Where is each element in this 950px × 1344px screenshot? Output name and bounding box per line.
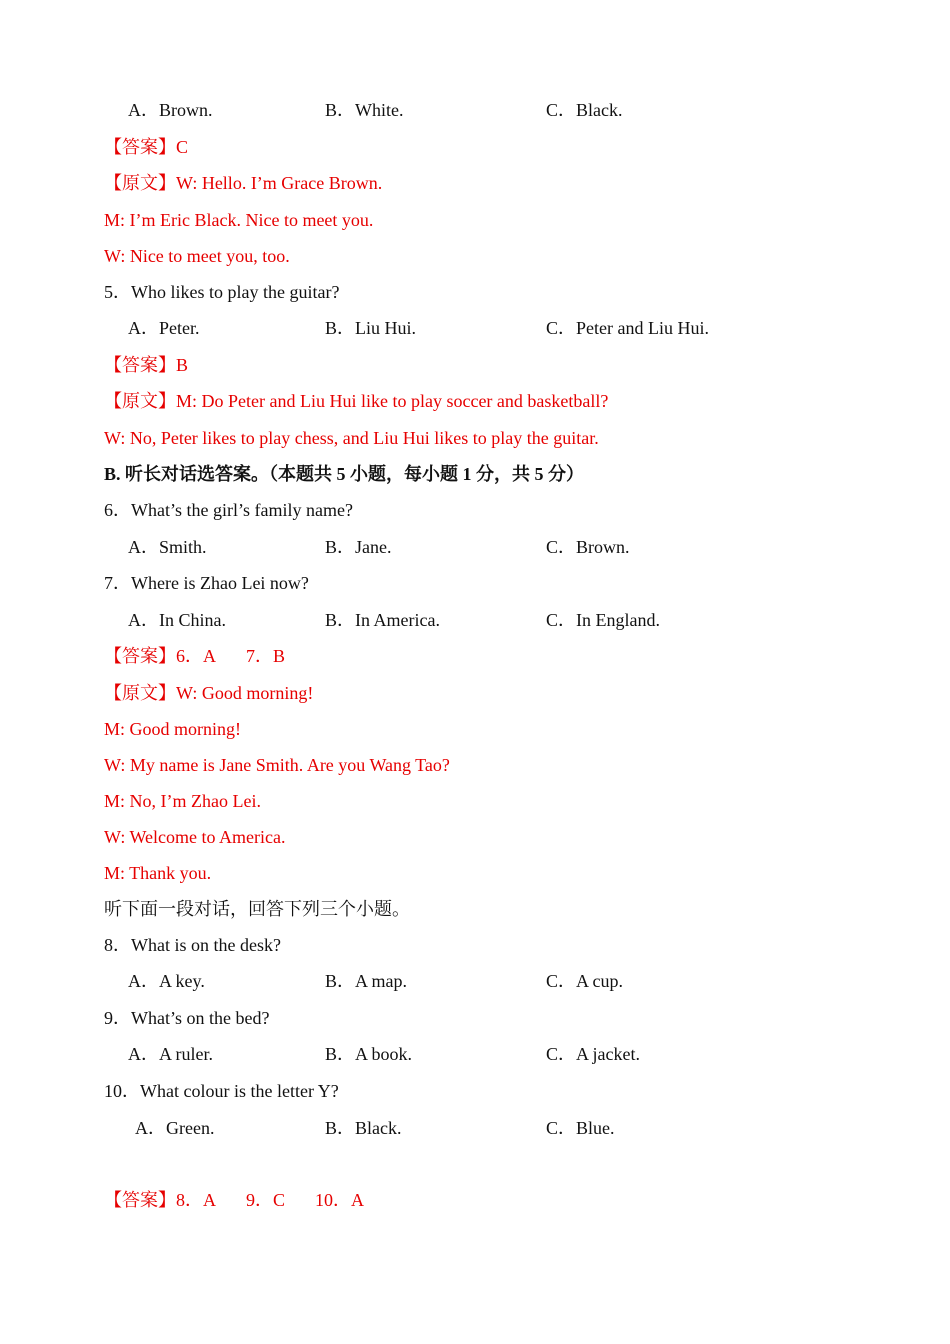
answer-value: 9．C [246, 1190, 286, 1210]
q6-option-b: B．Jane. [325, 537, 392, 557]
answer-tag: 【答案】 [104, 1190, 176, 1210]
q4-answer [104, 136, 188, 158]
q5-answer [104, 354, 188, 376]
q9-question: 9．What’s on the bed? [104, 1008, 270, 1028]
transcript-tag: 【原文】 [104, 391, 176, 411]
q8-option-b: B．A map. [325, 971, 408, 991]
q8-question: 8．What is on the desk? [104, 935, 281, 955]
q10-option-b: B．Black. [325, 1118, 402, 1138]
q10-option-c: C．Blue. [546, 1118, 615, 1138]
q6-7-transcript-line: W: Welcome to America. [104, 827, 286, 847]
answer-value: C [176, 137, 189, 157]
q6-7-transcript-line: M: Good morning! [104, 719, 241, 739]
q10-question: 10．What colour is the letter Y? [104, 1081, 339, 1101]
q8-10-answer [104, 1189, 364, 1211]
q6-7-transcript-line: M: No, I’m Zhao Lei. [104, 791, 261, 811]
answer-value: 10．A [315, 1190, 365, 1210]
q4-transcript-line [104, 172, 382, 194]
section-b-title: B. 听长对话选答案。（本题共 5 小题，每小题 1 分，共 5 分） [104, 464, 585, 484]
q5-question: 5．Who likes to play the guitar? [104, 282, 340, 302]
q4-transcript-line: M: I’m Eric Black. Nice to meet you. [104, 210, 374, 230]
transcript-tag: 【原文】 [104, 683, 176, 703]
q8-option-a: A．A key. [128, 971, 205, 991]
answer-value: B [176, 355, 189, 375]
q8-option-c: C．A cup. [546, 971, 624, 991]
answer-tag: 【答案】 [104, 355, 176, 375]
answer-value: 7．B [246, 646, 286, 666]
transcript-text: W: Hello. I’m Grace Brown. [176, 173, 383, 193]
q5-option-a: A．Peter. [128, 318, 200, 338]
q10-option-a: A．Green. [135, 1118, 215, 1138]
answer-value: 6．A [176, 646, 216, 666]
q4-transcript-line: W: Nice to meet you, too. [104, 246, 290, 266]
q6-7-transcript-line: M: Thank you. [104, 863, 212, 883]
q6-question: 6．What’s the girl’s family name? [104, 500, 353, 520]
answer-value: 8．A [176, 1190, 216, 1210]
q5-transcript-line: W: No, Peter likes to play chess, and Liu Hui likes to play the guitar. [104, 428, 599, 448]
q9-option-a: A．A ruler. [128, 1044, 213, 1064]
transcript-text: W: Good morning! [176, 683, 314, 703]
q7-question: 7．Where is Zhao Lei now? [104, 573, 309, 593]
q6-option-c: C．Brown. [546, 537, 630, 557]
transcript-tag: 【原文】 [104, 173, 176, 193]
q6-7-transcript-line [104, 682, 313, 704]
q7-option-b: B．In America. [325, 610, 440, 630]
instruction-text: 听下面一段对话，回答下列三个小题。 [104, 899, 410, 919]
q4-option-a: A．Brown. [128, 100, 213, 120]
q6-7-answer [104, 645, 285, 667]
answer-tag: 【答案】 [104, 137, 176, 157]
q4-option-b: B．White. [325, 100, 404, 120]
q9-option-b: B．A book. [325, 1044, 413, 1064]
q9-option-c: C．A jacket. [546, 1044, 640, 1064]
q5-transcript-line [104, 390, 608, 412]
q6-option-a: A．Smith. [128, 537, 207, 557]
q5-option-c: C．Peter and Liu Hui. [546, 318, 709, 338]
transcript-text: M: Do Peter and Liu Hui like to play soccer and basketball? [176, 391, 609, 411]
answer-tag: 【答案】 [104, 646, 176, 666]
q7-option-c: C．In England. [546, 610, 660, 630]
q5-option-b: B．Liu Hui. [325, 318, 417, 338]
q4-option-c: C．Black. [546, 100, 623, 120]
q7-option-a: A．In China. [128, 610, 226, 630]
q6-7-transcript-line: W: My name is Jane Smith. Are you Wang Tao? [104, 755, 450, 775]
